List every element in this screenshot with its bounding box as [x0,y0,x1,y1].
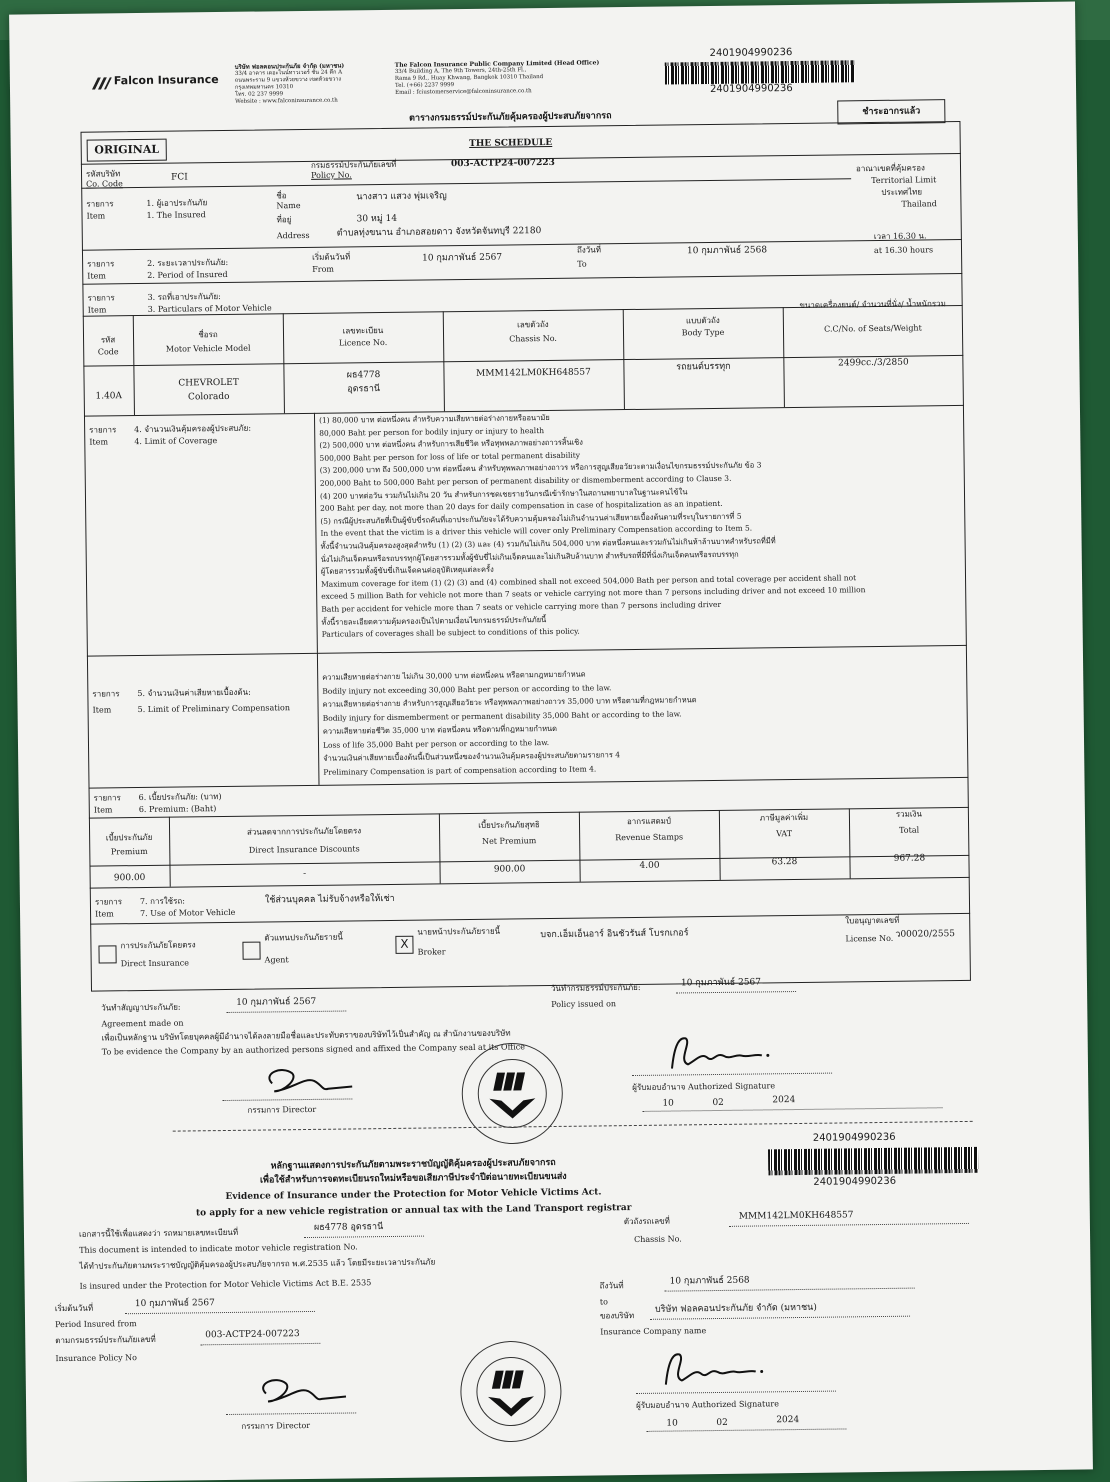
direct-insurance-checkbox[interactable] [98,945,116,963]
co-code-label-en: Co. Code [86,179,123,189]
item-label: รายการ [86,199,114,209]
direct-insurance-label-en: Direct Insurance [120,958,190,969]
en-address-line: 33/4 Building A, The 9th Towers, 24th-25th Fl., [394,67,527,75]
co-code-label: รหัสบริษัท [85,169,121,179]
coverage-line: Bath per accident for vehicle more than 7 seats or vehicle carrying more than 7 persons including driver [321,599,722,614]
falcon-logo-icon [90,75,112,91]
thai-company-name: บริษัท ฟอลคอนประกันภัย จำกัด (มหาชน) [234,62,345,71]
website-text: Website : www.falconinsurance.co.th [235,97,338,105]
license-number: ว00020/2555 [895,929,956,940]
coverage-line: 500,000 Baht per person for loss of life or total permanent disability [319,450,581,463]
cert-barcode-number-top: 2401904990236 [812,1131,896,1144]
col-header-total-th: รวมเงิน [895,809,923,819]
address-line-1: 30 หมู่ 14 [356,213,398,225]
col-header-cc-en: C.C/No. of Seats/Weight [824,323,922,334]
coverage-line: (1) 80,000 บาท ต่อหนึ่งคน สำหรับความเสียหายต่อร่างกายหรืออนามัย [318,412,550,425]
item-label-en: Item [87,271,107,281]
cert-sig-date-day: 10 [666,1418,678,1429]
cert-insured-text-en: Is insured under the Protection for Motor Vehicle Victims Act B.E. 2535 [79,1278,372,1291]
thai-address-line: โทร. 02 237 9999 [235,91,284,98]
coverage-line: 200 Baht per day, not more than 20 days for daily compensation in case of hospitalization as an inpatient. [320,499,723,513]
item-label: รายการ [87,259,115,269]
agreement-label-en: Agreement made on [101,1018,184,1029]
license-label-th: ใบอนุญาตเลขที่ [845,915,900,926]
col-header-stamps-th: อากรแสตมป์ [626,816,672,827]
cert-authorized-signature-label: ผู้รับมอบอำนาจ Authorized Signature [636,1399,779,1411]
coverage-line: Particulars of coverages shall be subject to conditions of this policy. [321,626,580,639]
preliminary-compensation-line: จำนวนเงินค่าเสียหายเบื้องต้นนี้เป็นส่วนหนึ่งของจำนวนเงินคุ้มครองผู้ประสบภัยตามรายการ 4 [323,750,621,763]
net-premium-value: 900.00 [493,864,526,875]
cert-insured-text-th: ได้ทำประกันภัยตามพระราชบัญญัติคุ้มครองผู้ประสบภัยจากรถ พ.ศ.2535 แล้ว โดยมีระยะเวลาประกันภัย [79,1257,436,1271]
col-header-stamps-en: Revenue Stamps [615,832,684,843]
cert-company-label-en: Insurance Company name [600,1326,707,1337]
coverage-line: exceed 5 million Bath for vehicle not more than 7 seats or vehicle carrying not more than 7 persons including driver and not exceed 10 million [321,585,866,602]
policy-issued-value: 10 กุมภาพันธ์ 2567 [680,977,762,989]
cert-sig-date-year: 2024 [776,1415,800,1426]
agreement-label-th: วันทำสัญญาประกันภัย: [101,1002,181,1013]
to-label-th: ถึงวันที่ [576,245,602,255]
col-header-vat-en: VAT [776,829,793,839]
cert-company-value: บริษัท ฟอลคอนประกันภัย จำกัด (มหาชน) [654,1302,817,1315]
cert-title-th1: หลักฐานแสดงการประกันภัยตามพระราชบัญญัติคุ้มครองผู้ประสบภัยจากรถ [270,1157,556,1172]
evidence-text-th: เพื่อเป็นหลักฐาน บริษัทโดยบุคคลผู้มีอำนาจได้ลงลายมือชื่อและประทับตราของบริษัทไว้เป็นสำคัญ ณ สำนักงานของบริษัท [101,1028,511,1043]
agent-label-th: ตัวแทนประกันภัยรายนี้ [264,932,343,943]
cert-title-en2: to apply for a new vehicle registration or annual tax with the Land Transport registrar [195,1203,632,1219]
col-header-model-th: ชื่อรถ [198,330,218,340]
cert-sig-date-month: 02 [716,1417,728,1429]
name-label-en: Name [276,201,301,211]
period-from-value: 10 กุมภาพันธ์ 2567 [422,252,503,264]
cert-policy-value: 003-ACTP24-007223 [205,1329,300,1341]
item2-title-en: 2. Period of Insured [147,269,228,280]
coverage-line: ทั้งนี้จำนวนเงินคุ้มครองสูงสุดสำหรับ (1) (2) (3) และ (4) รวมกันไม่เกิน 504,000 บาท ต่อหนึ่งคนและรวมกันไม่เกินห้าล้านบาทสำหรับรถที่มีที่ [320,536,776,551]
cert-chassis-label-en: Chassis No. [634,1234,682,1245]
item6-title-th: 6. เบี้ยประกันภัย: (บาท) [138,792,222,803]
cert-doc-label-th: เอกสารนี้ใช้เพื่อแสดงว่า รถหมายเลขทะเบียนที่ [78,1227,239,1239]
item2-title-th: 2. ระยะเวลาประกันภัย: [147,257,229,268]
director-label: กรรมการ Director [247,1104,317,1115]
item-label: รายการ [94,897,123,907]
coverage-line: นั่งไม่เกินเจ็ดคนหรือรถบรรทุกผู้โดยสารรวมทั้งผู้ขับขี่ไม่เกินเจ็ดคนและไม่เกินสิบล้านบาท สำหรับรถที่มีที่นั่งเกินเจ็ดคนหรือรถบรรทุก [320,549,739,564]
period-time-th: เวลา 16.30 น. [873,231,927,242]
item4-title-th: 4. จำนวนเงินคุ้มครองผู้ประสบภัย: [134,423,252,435]
col-header-vat-th: ภาษีมูลค่าเพิ่ม [759,812,809,823]
coverage-line: 80,000 Baht per person for bodily injury or injury to health [319,425,545,438]
item-label: รายการ [92,689,120,699]
barcode-number-bottom: 2401904990236 [709,82,793,96]
thai-address-line: 33/4 อาคาร เดอะไนน์ทาวเวอร์ ชั้น 24 ตึก A [234,69,343,77]
coverage-line: (5) กรณีผู้ประสบภัยที่เป็นผู้ขับขี่รถคันที่เอาประกันภัยจะได้รับความคุ้มครองไม่เกินจำนวนค่าเสียหายเบื้องต้นตามที่ระบุในรายการที่ 5 [320,511,742,526]
cert-title-en1: Evidence of Insurance under the Protection for Motor Vehicle Victims Act. [225,1187,602,1203]
body-type: รถยนต์บรรทุก [676,361,731,373]
cert-authorized-signature-icon [645,1345,786,1392]
cert-policy-label-th: ตามกรมธรรม์ประกันภัยเลขที่ [55,1334,156,1346]
item3-title-th: 3. รถที่เอาประกันภัย: [147,292,221,302]
col-header-licence-th: เลขทะเบียน [342,326,384,336]
coverage-line: ทั้งนี้รายละเอียดความคุ้มครองเป็นไปตามเงื่อนไขกรมธรรม์ประกันภัยนี้ [321,614,547,627]
cert-company-seal-icon [455,1336,566,1447]
territorial-label-th: อาณาเขตที่คุ้มครอง [855,163,925,174]
period-time-en: at 16.30 hours [873,245,934,256]
from-label-en: From [312,264,335,274]
col-header-cc-th: ขนาดเครื่องยนต์/ จำนวนที่นั่ง/ น้ำหนักรวม [799,299,946,310]
cert-to-value: 10 กุมภาพันธ์ 2568 [669,1275,750,1287]
cert-barcode-number-bottom: 2401904990236 [813,1175,897,1188]
barcode-top [665,60,855,84]
coverage-line: (3) 200,000 บาท ถึง 500,000 บาท ต่อหนึ่งคน สำหรับทุพพลภาพอย่างถาวร หรือการสูญเสียอวัยวะตามเงื่อนไขกรมธรรม์ประกันภัย ข้อ 3 [319,460,762,476]
coverage-line: ผู้โดยสารรวมทั้งผู้ขับขี่เกินเจ็ดคนต่ออุบัติเหตุแต่ละครั้ง [320,564,494,576]
stamp-paid-badge: ชำระอากรแล้ว [837,99,945,124]
preliminary-compensation-line: ความเสียหายต่อร่างกาย สำหรับการสูญเสียอวัยวะ หรือทุพพลภาพอย่างถาวร 35,000 บาท หรือตามที่กฎหมายกำหนด [322,695,697,709]
coverage-line: (2) 500,000 บาท ต่อหนึ่งคน สำหรับการเสียชีวิต หรือทุพพลภาพอย่างถาวรสิ้นเชิง [319,437,583,450]
col-header-body-th: แบบตัวถัง [685,315,720,326]
vehicle-code: 1.40A [95,391,123,402]
territorial-value-th: ประเทศไทย [881,187,923,197]
territorial-value-en: Thailand [901,199,937,209]
col-header-licence-en: Licence No. [338,337,388,348]
address-label-th: ที่อยู่ [276,215,292,225]
vehicle-use-value: ใช้ส่วนบุคคล ไม่รับจ้างหรือให้เช่า [264,893,395,906]
col-header-code-th: รหัส [100,335,116,345]
col-header-premium-th: เบี้ยประกันภัย [105,832,153,843]
license-label-en: License No. [845,933,894,944]
broker-label-th: นายหน้าประกันภัยรายนี้ [417,926,501,937]
name-label-th: ชื่อ [276,191,287,201]
item-label-en: Item [87,305,107,315]
policy-no-label: กรมธรรม์ประกันภัยเลขที่ [310,159,397,170]
col-header-discount-th: ส่วนลดจากการประกันภัยโดยตรง [246,826,362,837]
col-header-discount-en: Direct Insurance Discounts [248,844,360,855]
thai-address-line: ถนนพระราม 9 แขวงห้วยขวาง เขตห้วยขวาง [234,76,342,84]
cert-to-label-th: ถึงวันที่ [599,1281,624,1291]
broker-checkbox[interactable]: X [395,936,413,954]
address-line-2: ตำบลทุ่งขนาน อำเภอสอยดาว จังหวัดจันทบุรี 22180 [336,226,542,239]
direct-insurance-label-th: การประกันภัยโดยตรง [120,940,196,951]
agent-label-en: Agent [264,955,289,965]
director-signature-icon [252,1060,362,1099]
item6-title-en: 6. Premium: (Baht) [138,804,217,815]
cert-title-th2: เพื่อใช้สำหรับการจดทะเบียนรถใหม่หรือขอเสียภาษีประจำปีต่อนายทะเบียนขนส่ง [259,1171,567,1186]
address-label-en: Address [276,230,310,241]
cert-to-label-en: to [599,1297,608,1307]
preliminary-compensation-line: ความเสียหายต่อชีวิต 35,000 บาท ต่อหนึ่งคน หรือตามที่กฎหมายกำหนด [322,723,558,736]
col-header-chassis-th: เลขตัวถัง [517,319,549,330]
item4-title-en: 4. Limit of Coverage [134,436,218,447]
cert-barcode [768,1147,978,1176]
sig-date-day: 10 [662,1098,674,1109]
discount-value: - [303,869,307,880]
vehicle-model: Colorado [187,391,230,403]
cert-policy-label-en: Insurance Policy No [55,1353,137,1364]
barcode-number-top: 2401904990236 [709,47,793,60]
col-header-premium-en: Premium [110,846,148,857]
agent-checkbox[interactable] [242,942,260,960]
coverage-line: In the event that the victim is a driver this vehicle will cover only Preliminary Compensation according to Item 5. [320,523,753,539]
item7-title-th: 7. การใช้รถ: [139,896,185,907]
cert-director-signature-icon [246,1370,356,1409]
engine-cc-seats-weight: 2499cc./3/2850 [838,357,909,369]
insured-name: นางสาว แสวง พุ่มเจริญ [356,191,447,203]
cert-from-label-th: เริ่มต้นวันที่ [54,1303,94,1314]
broker-name: บจก.เอ็มเอ็นอาร์ อินชัวรันส์ โบรกเกอร์ [540,928,689,941]
vat-value: 63.28 [771,856,798,868]
en-company-name: The Falcon Insurance Public Company Limited (Head Office) [394,59,600,69]
policy-no-label-en: Policy No. [311,170,352,180]
total-value: 967.28 [893,853,926,864]
company-seal-icon [457,1038,568,1149]
licence-province: อุดรธานี [347,384,381,395]
email-text: Email : fciustomerservice@falconinsurance.co.th [395,88,532,96]
item3-title-en: 3. Particulars of Motor Vehicle [147,303,272,314]
preliminary-compensation-line: Loss of life 35,000 Baht per person or according to the law. [322,737,550,750]
policy-issued-label-en: Policy issued on [551,999,617,1010]
thai-company-block [235,62,345,105]
col-header-net-en: Net Premium [481,836,537,846]
evidence-text-en: To be evidence the Company by an authorized persons signed and affixed the Company seal at its Office [101,1042,526,1057]
period-to-value: 10 กุมภาพันธ์ 2568 [686,245,768,257]
from-label-th: เริ่มต้นวันที่ [312,252,351,262]
cert-from-value: 10 กุมภาพันธ์ 2567 [134,1298,215,1310]
item7-title-en: 7. Use of Motor Vehicle [140,907,236,919]
preliminary-compensation-line: Bodily injury not exceeding 30,000 Baht per person or according to the law. [322,682,612,696]
preliminary-compensation-line: Bodily injury for dismemberment or permanent disability 35,000 Baht or according to the law. [322,708,682,723]
col-header-model-en: Motor Vehicle Model [165,343,251,354]
premium-value: 900.00 [113,872,146,884]
col-header-total-en: Total [899,825,920,835]
preliminary-compensation-lines [322,663,963,779]
licence-number: ผธ4778 [346,370,381,381]
schedule-title-en: THE SCHEDULE [469,137,553,149]
en-address-line: Tel. (+66) 2237 9999 [394,82,455,89]
coverage-lines [319,407,962,641]
cert-doc-label-en: This document is intended to indicate motor vehicle registration No. [79,1242,358,1255]
territorial-label-en: Territorial Limit [871,175,937,186]
en-company-block [395,59,600,96]
agreement-value: 10 กุมภาพันธ์ 2567 [236,996,317,1008]
item1-title-th: 1. ผู้เอาประกันภัย [146,198,208,208]
cert-chassis-value: MMM142LM0KH648557 [738,1210,854,1222]
item-label-en: Item [95,909,114,919]
thai-address-line: กรุงเทพมหานคร 10310 [234,84,294,91]
col-header-code-en: Code [97,347,119,357]
logo-text: Falcon Insurance [113,73,219,88]
sig-date-month: 02 [712,1097,724,1109]
cert-company-label-th: ของบริษัท [599,1311,635,1321]
coverage-line: Maximum coverage for item (1) (2) (3) and (4) combined shall not exceed 504,000 Bath per person and total coverage per accident shall not [320,572,857,589]
en-address-line: Rama 9 Rd., Huay Khwang, Bangkok 10310 Thailand [394,74,544,82]
preliminary-compensation-line: ความเสียหายต่อร่างกาย ไม่เกิน 30,000 บาท ต่อหนึ่งคน หรือตามกฎหมายกำหนด [322,669,586,682]
item-label-en: Item [92,705,112,715]
revenue-stamps-value: 4.00 [639,860,660,871]
policy-issued-label-th: วันทำกรมธรรม์ประกันภัย: [550,982,641,994]
item1-title-en: 1. The Insured [146,210,206,220]
item5-title-th: 5. จำนวนเงินค่าเสียหายเบื้องต้น: [137,687,251,699]
insurance-document [9,2,1093,1482]
to-label-en: To [577,259,587,269]
sig-date-year: 2024 [772,1095,796,1106]
original-label: ORIGINAL [87,139,167,162]
preliminary-compensation-line: Preliminary Compensation is part of compensation according to Item 4. [323,763,597,777]
col-header-body-en: Body Type [681,327,725,338]
cert-from-label-en: Period Insured from [55,1319,137,1330]
coverage-line: 200,000 Baht to 500,000 Baht per person of permanent disability or dismemberment according to Clause 3. [319,473,732,488]
item-label: รายการ [93,793,121,803]
cert-director-label: กรรมการ Director [241,1420,311,1431]
chassis-number: MMM142LM0KH648557 [476,367,591,379]
item5-title-en: 5. Limit of Preliminary Compensation [137,703,291,715]
item-label-en: Item [89,437,109,447]
col-header-chassis-en: Chassis No. [509,333,557,344]
coverage-line: (4) 200 บาทต่อวัน รวมกันไม่เกิน 20 วัน สำหรับการชดเชยรายวันกรณีเข้ารักษาในสถานพยาบาลในฐานะคนไข้ใน [319,486,688,501]
cert-chassis-label-th: ตัวถังรถเลขที่ [623,1216,670,1227]
item-label: รายการ [89,425,117,435]
cert-registration-value: ผธ4778 อุดรธานี [313,1222,384,1233]
authorized-signature-icon [652,1029,793,1076]
co-code-value: FCI [171,172,188,183]
item-label-en: Item [86,211,106,221]
schedule-title-th: ตารางกรมธรรม์ประกันภัยคุ้มครองผู้ประสบภัยจากรถ [409,111,612,124]
col-header-net-th: เบี้ยประกันภัยสุทธิ [478,820,540,830]
broker-label-en: Broker [417,947,446,957]
item-label: รายการ [87,293,115,303]
item-label-en: Item [93,805,113,815]
authorized-signature-label: ผู้รับมอบอำนาจ Authorized Signature [632,1081,776,1093]
tear-line [173,1121,973,1132]
vehicle-make: CHEVROLET [178,377,239,389]
policy-no-value: 003-ACTP24-007223 [450,157,555,170]
